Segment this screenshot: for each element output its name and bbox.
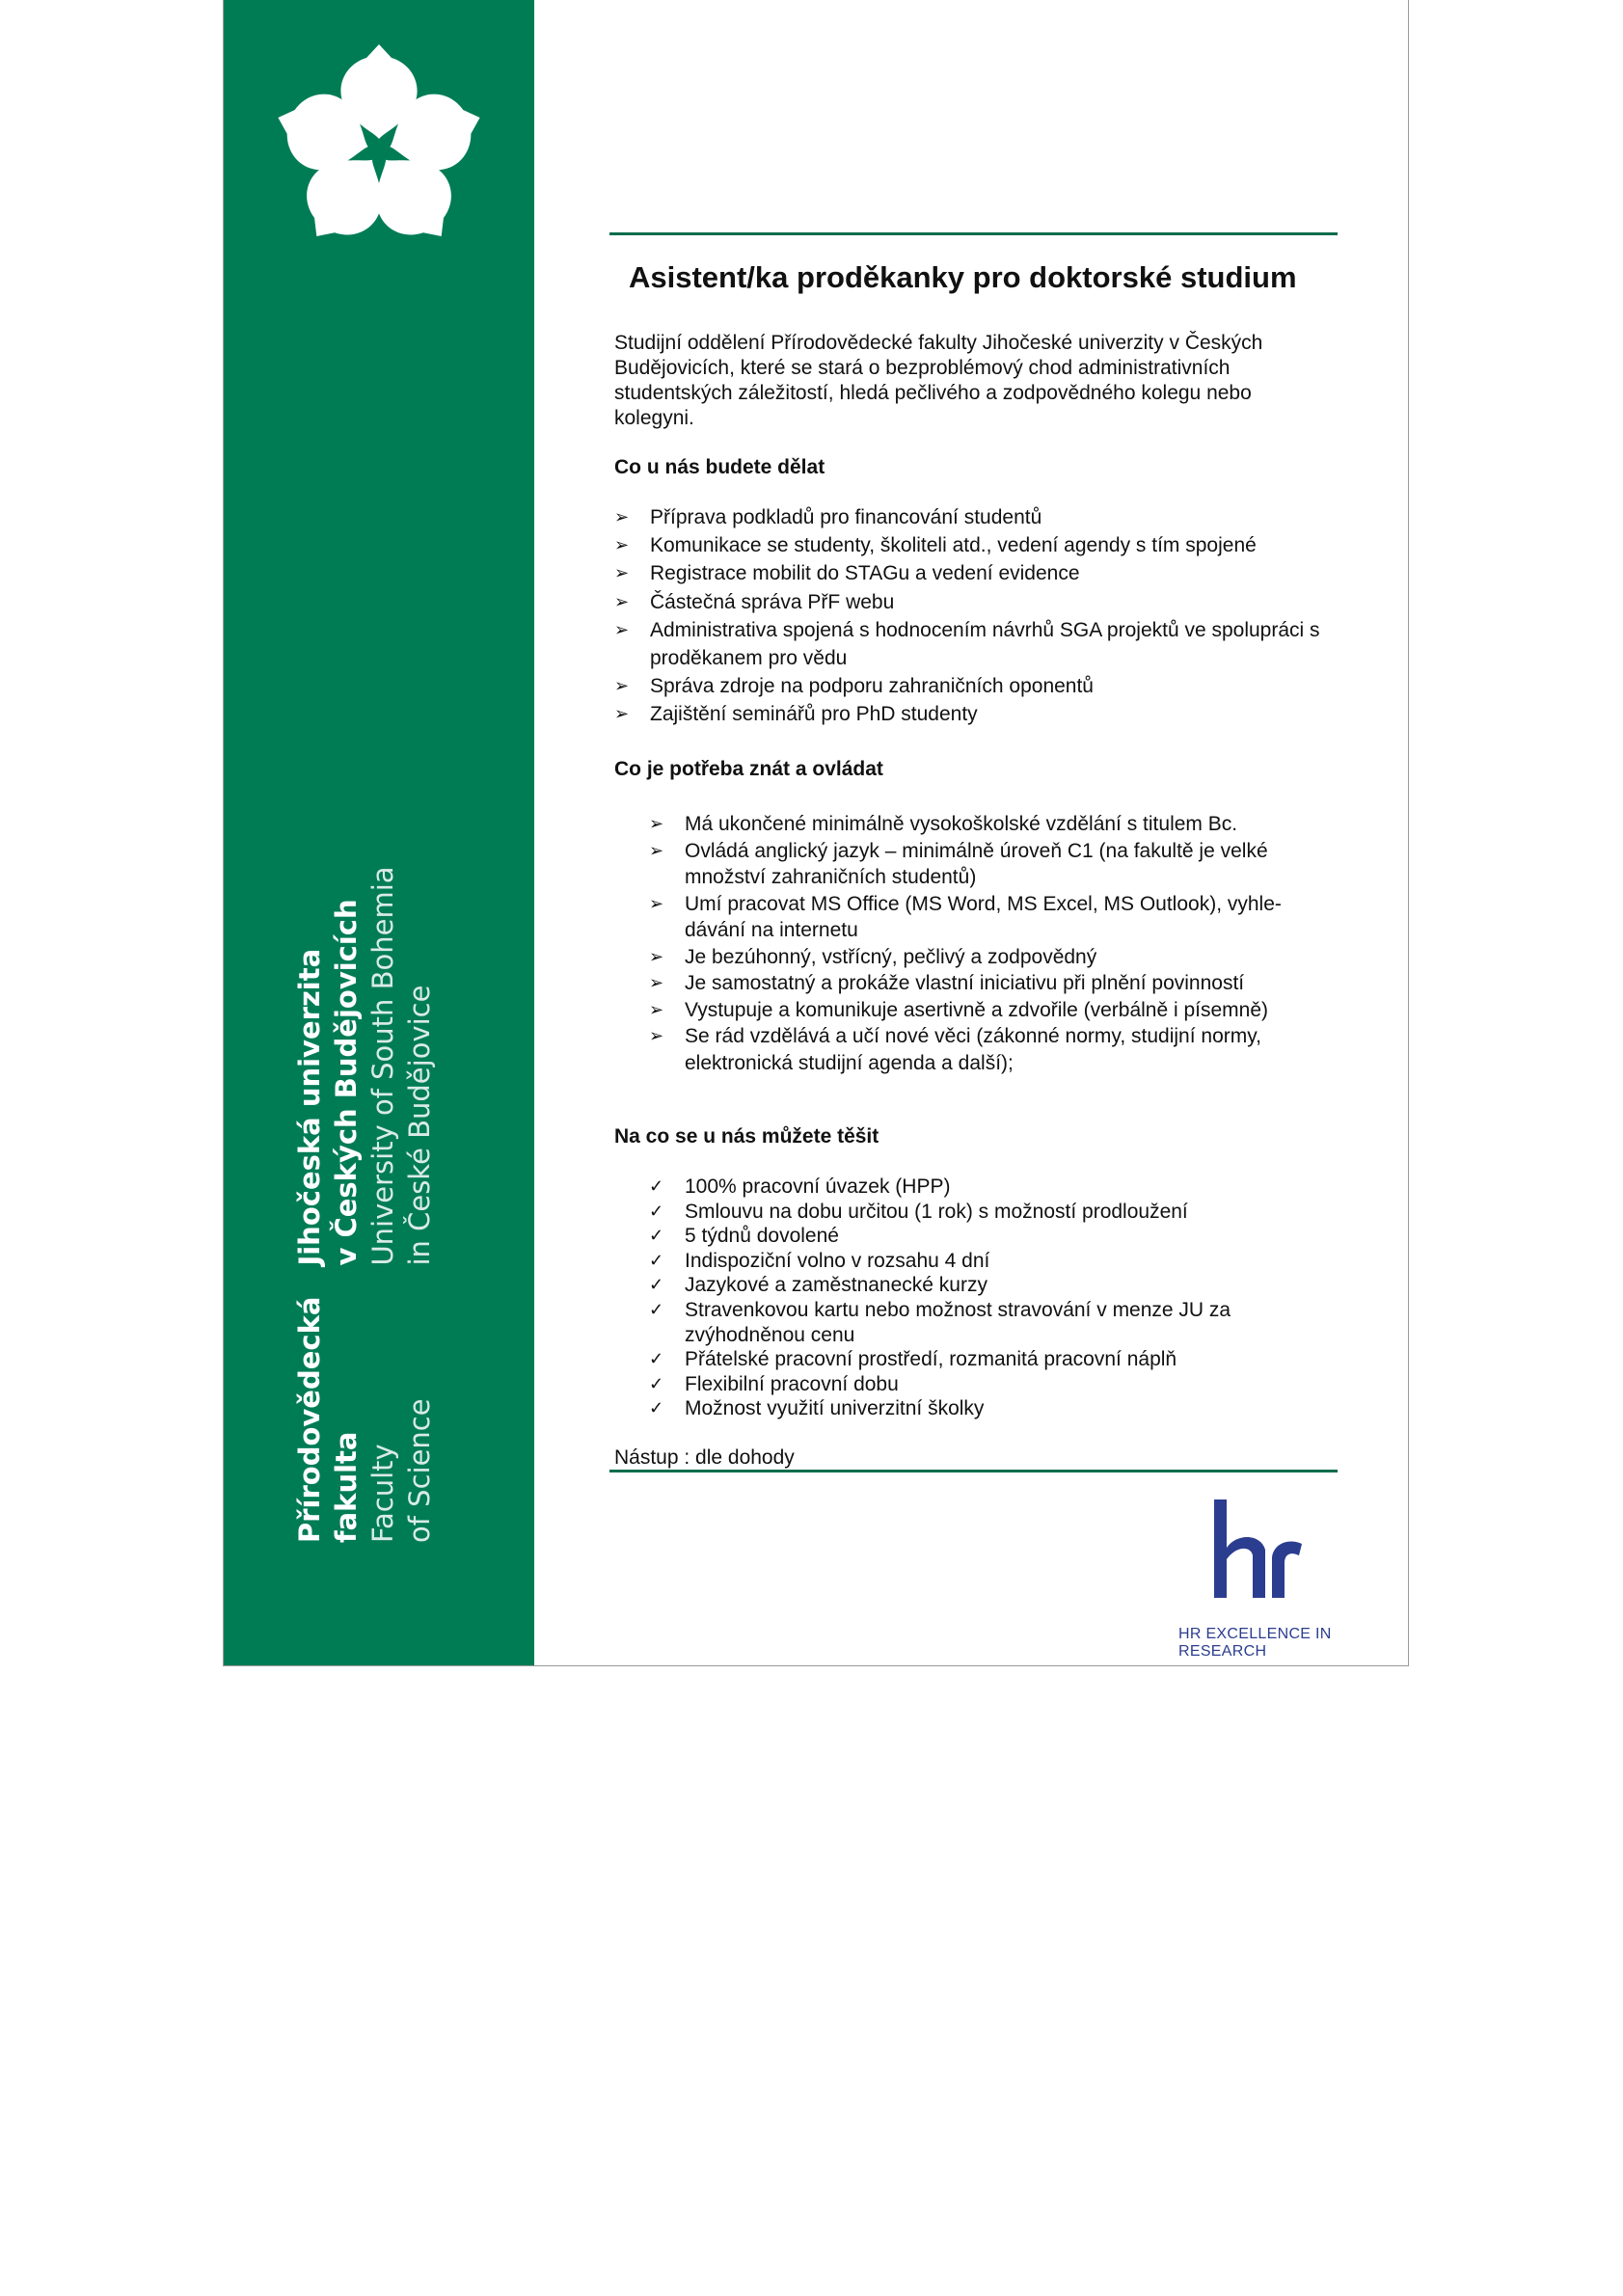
uni-en-line1: University of South Bohemia	[366, 866, 399, 1266]
uni-en-line2: in České Budějovice	[403, 985, 436, 1266]
list-item	[649, 944, 1324, 971]
arrow-bullet-icon: ➢	[649, 840, 664, 860]
arrow-bullet-icon: ➢	[614, 591, 630, 611]
list-item-text: Příprava podkladů pro financování studentů	[650, 506, 1042, 528]
list-item-text: Komunikace se studenty, školiteli atd., vedení agendy s tím spojené	[650, 534, 1257, 557]
arrow-bullet-icon: ➢	[614, 507, 630, 527]
list-item	[614, 559, 1328, 587]
list-item-text: Správa zdroje na podporu zahraničních oponentů	[650, 675, 1094, 698]
uni-cz-line1: Jihočeská univerzita	[293, 948, 326, 1266]
bottom-divider	[609, 1470, 1338, 1472]
list-item-text: Indispoziční volno v rozsahu 4 dní	[685, 1249, 990, 1272]
list-item	[649, 1249, 1324, 1274]
list-item-text: Částečná správa PřF webu	[650, 590, 895, 613]
list-item	[614, 672, 1328, 700]
list-item	[649, 1175, 1324, 1200]
arrow-bullet-icon: ➢	[649, 946, 664, 966]
benefits-list	[649, 1175, 1324, 1421]
faculty-cz-line1: Přírodovědecká	[293, 1296, 326, 1543]
check-icon: ✓	[649, 1373, 664, 1393]
arrow-bullet-icon: ➢	[649, 814, 664, 833]
start-date-text: Nástup : dle dohody	[614, 1446, 795, 1469]
list-item-text: Ovládá anglický jazyk – minimálně úroveň C1 (na fakultě je velké množství zahraničních studentů)	[685, 839, 1268, 888]
hr-excellence-caption: HR EXCELLENCE IN RESEARCH	[1178, 1626, 1332, 1660]
document-page	[223, 0, 1409, 1666]
arrow-bullet-icon: ➢	[649, 1026, 664, 1045]
arrow-bullet-icon: ➢	[649, 999, 664, 1019]
sidebar-vertical-text	[291, 866, 438, 1543]
top-divider	[609, 232, 1338, 235]
list-item	[649, 838, 1324, 891]
uni-cz-line2: v Českých Budějovicích	[330, 899, 363, 1266]
list-item-text: Administrativa spojená s hodnocením návrhů SGA projektů ve spolupráci s proděkanem pro vědu	[650, 618, 1320, 670]
list-item	[614, 588, 1328, 616]
check-icon: ✓	[649, 1349, 664, 1369]
list-item-text: Vystupuje a komunikuje asertivně a zdvořile (verbálně i písemně)	[685, 998, 1269, 1021]
list-item-text: 5 týdnů dovolené	[685, 1225, 839, 1248]
check-icon: ✓	[649, 1201, 664, 1221]
list-item-text: Registrace mobilit do STAGu a vedení evidence	[650, 562, 1080, 585]
list-item	[649, 1396, 1324, 1421]
list-item	[614, 700, 1328, 728]
list-item	[649, 1347, 1324, 1372]
list-item-text: Je samostatný a prokáže vlastní iniciativu při plnění povinností	[685, 972, 1245, 994]
list-item	[649, 1023, 1324, 1076]
check-icon: ✓	[649, 1250, 664, 1270]
university-name-block	[291, 866, 438, 1265]
green-sidebar	[224, 0, 534, 1665]
list-item-text: Se rád vzdělává a učí nové věci (zákonné normy, studijní normy, elektronická studijní agenda a další);	[685, 1025, 1262, 1074]
list-item	[649, 1372, 1324, 1397]
arrow-bullet-icon: ➢	[649, 893, 664, 913]
faculty-en-line2: of Science	[403, 1398, 436, 1543]
check-icon: ✓	[649, 1398, 664, 1418]
faculty-cz-line2: fakulta	[330, 1431, 363, 1543]
list-item-text: Zajištění seminářů pro PhD studenty	[650, 703, 978, 726]
section-heading-benefits: Na co se u nás můžete těšit	[614, 1125, 879, 1148]
duties-list	[614, 503, 1328, 729]
arrow-bullet-icon: ➢	[649, 973, 664, 992]
list-item	[649, 1273, 1324, 1298]
section-heading-duties: Co u nás budete dělat	[614, 456, 825, 478]
requirements-list	[649, 811, 1324, 1076]
list-item	[614, 503, 1328, 531]
arrow-bullet-icon: ➢	[614, 619, 630, 639]
list-item	[649, 1298, 1324, 1347]
list-item-text: Je bezúhonný, vstřícný, pečlivý a zodpovědný	[685, 945, 1097, 968]
check-icon: ✓	[649, 1275, 664, 1295]
list-item	[649, 997, 1324, 1024]
list-item-text: 100% pracovní úvazek (HPP)	[685, 1175, 951, 1198]
check-icon: ✓	[649, 1226, 664, 1246]
list-item-text: Smlouvu na dobu určitou (1 rok) s možností prodloužení	[685, 1200, 1188, 1223]
page-title: Asistent/ka proděkanky pro doktorské studium	[629, 260, 1297, 294]
check-icon: ✓	[649, 1299, 664, 1319]
list-item	[649, 811, 1324, 838]
section-heading-requirements: Co je potřeba znát a ovládat	[614, 758, 883, 780]
faculty-en-line1: Faculty	[366, 1444, 399, 1543]
list-item	[649, 1200, 1324, 1225]
list-item	[649, 1224, 1324, 1249]
hr-excellence-logo-icon	[1212, 1499, 1304, 1601]
list-item	[649, 891, 1324, 944]
list-item-text: Umí pracovat MS Office (MS Word, MS Excel, MS Outlook), vyhle-dávání na internetu	[685, 892, 1282, 941]
arrow-bullet-icon: ➢	[614, 676, 630, 696]
arrow-bullet-icon: ➢	[614, 704, 630, 724]
check-icon: ✓	[649, 1176, 664, 1196]
list-item	[614, 616, 1328, 672]
list-item-text: Možnost využití univerzitní školky	[685, 1397, 985, 1420]
list-item	[649, 970, 1324, 997]
faculty-name-block	[291, 1297, 438, 1543]
list-item-text: Jazykové a zaměstnanecké kurzy	[685, 1274, 987, 1297]
intro-paragraph: Studijní oddělení Přírodovědecké fakulty Jihočeské univerzity v Českých Budějovicích, které se stará o bezproblémový chod administrativních studentských záležitostí, hledá pečlivého a zodpovědného kolegu nebo kolegyni.	[614, 332, 1263, 429]
arrow-bullet-icon: ➢	[614, 535, 630, 555]
list-item-text: Má ukončené minimálně vysokoškolské vzdělání s titulem Bc.	[685, 813, 1238, 835]
list-item	[614, 531, 1328, 559]
university-flower-logo-icon	[272, 37, 486, 241]
list-item-text: Přátelské pracovní prostředí, rozmanitá pracovní náplň	[685, 1348, 1177, 1371]
list-item-text: Flexibilní pracovní dobu	[685, 1372, 899, 1395]
list-item-text: Stravenkovou kartu nebo možnost stravování v menze JU za zvýhodněnou cenu	[685, 1298, 1231, 1346]
arrow-bullet-icon: ➢	[614, 563, 630, 583]
